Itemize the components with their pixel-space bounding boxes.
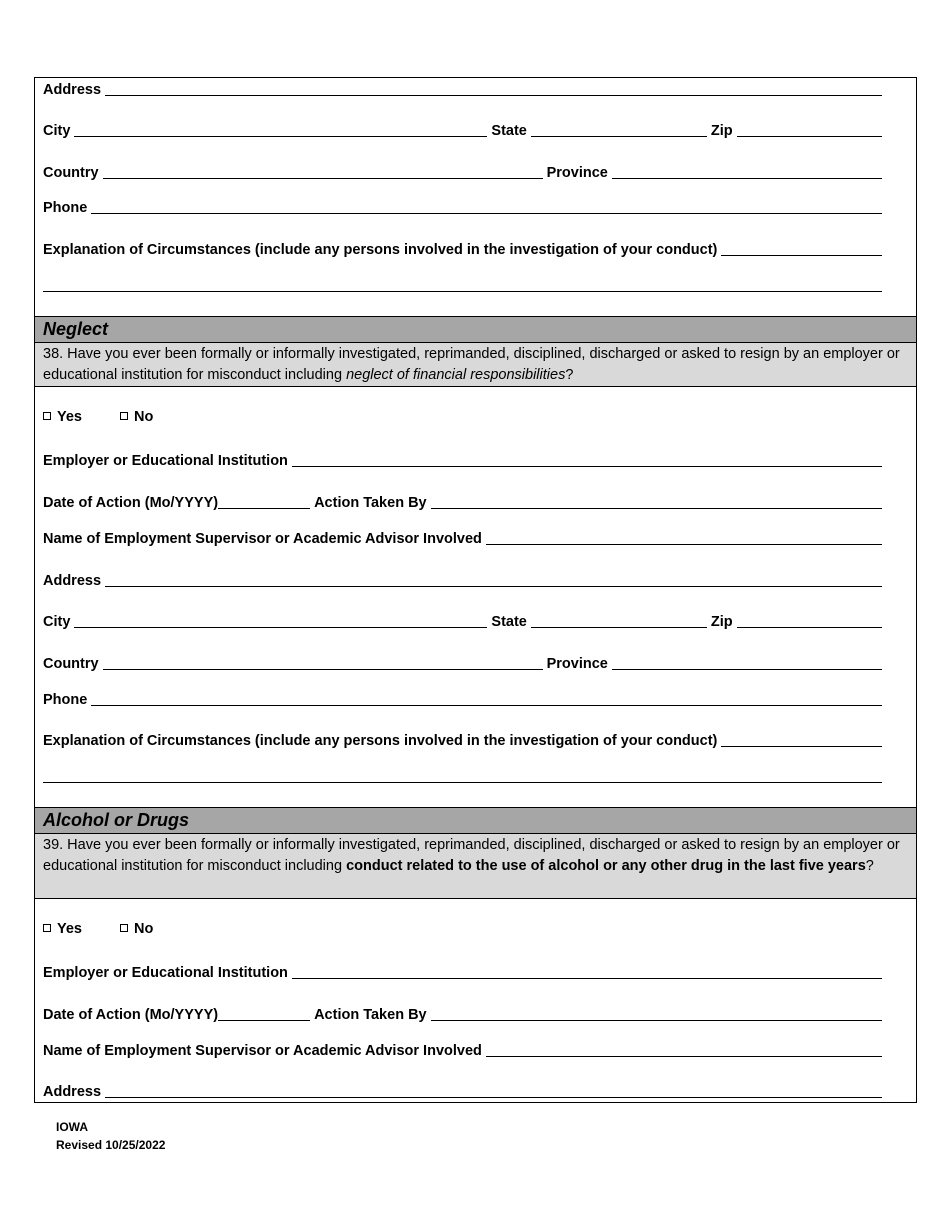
action-taken-by-label: Action Taken By [314,1007,427,1023]
date-of-action-field[interactable] [218,497,310,509]
country-label: Country [43,165,99,181]
footer-revised-date: Revised 10/25/2022 [56,1138,166,1152]
checkbox-icon[interactable] [120,412,128,420]
explanation-field[interactable] [721,735,882,747]
city-label: City [43,123,71,139]
address-row [43,79,882,99]
phone-label: Phone [43,692,88,708]
checkbox-icon[interactable] [43,924,51,932]
supervisor-field[interactable] [486,1045,882,1057]
zip-label: Zip [710,614,733,630]
question-38 [35,343,916,387]
phone-label: Phone [43,200,88,216]
question-39 [35,834,916,899]
state-label: State [491,614,527,630]
phone-row [43,197,882,217]
date-of-action-label: Date of Action (Mo/YYYY) [43,495,219,511]
no-label: No [134,921,154,937]
yes-no-group-38 [43,409,153,425]
zip-field[interactable] [737,616,882,628]
state-field[interactable] [531,616,707,628]
zip-field[interactable] [737,125,882,137]
zip-label: Zip [710,123,733,139]
country-field[interactable] [103,658,543,670]
employer-field[interactable] [292,455,882,467]
city-field[interactable] [74,616,487,628]
question-39-text: 39. Have you ever been formally or informally investigated, reprimanded, disciplined, discharged or asked to resign by an employer or educational institution for misconduct including [43,837,900,874]
question-38-text: 38. Have you ever been formally or informally investigated, reprimanded, disciplined, discharged or asked to resign by an employer or educational institution for misconduct including [43,346,900,383]
question-38-emphasis: neglect of financial responsibilities [346,367,566,383]
page-footer [56,1118,165,1154]
employer-label: Employer or Educational Institution [43,453,288,469]
checkbox-icon[interactable] [43,412,51,420]
employer-row [43,450,882,470]
question-39-emphasis: conduct related to the use of alcohol or any other drug in the last five years [346,858,866,874]
address-label: Address [43,82,102,98]
footer-state: IOWA [56,1120,88,1134]
no-option[interactable] [120,921,153,937]
employer-label: Employer or Educational Institution [43,965,288,981]
country-province-row [43,653,882,673]
yes-label: Yes [57,921,82,937]
state-label: State [491,123,527,139]
country-label: Country [43,656,99,672]
date-action-row [43,1004,882,1024]
explanation-row [43,239,882,259]
action-taken-by-field[interactable] [431,1009,882,1021]
yes-option[interactable] [43,921,82,937]
employer-field[interactable] [292,967,882,979]
province-label: Province [546,165,608,181]
explanation-row [43,730,882,750]
action-taken-by-label: Action Taken By [314,495,427,511]
phone-field[interactable] [91,202,882,214]
city-field[interactable] [74,125,487,137]
explanation-label: Explanation of Circumstances (include any persons involved in the investigation of your conduct) [43,242,718,258]
yes-option[interactable] [43,409,82,425]
supervisor-label: Name of Employment Supervisor or Academic Advisor Involved [43,1043,482,1059]
employer-row [43,962,882,982]
address-label: Address [43,573,102,589]
city-label: City [43,614,71,630]
province-field[interactable] [612,658,882,670]
section-heading-alcohol-drugs: Alcohol or Drugs [35,807,916,834]
supervisor-row [43,1040,882,1060]
yes-label: Yes [57,409,82,425]
province-label: Province [546,656,608,672]
date-action-row [43,492,882,512]
supervisor-row [43,528,882,548]
address-label: Address [43,1084,102,1100]
city-state-zip-row [43,120,882,140]
no-option[interactable] [120,409,153,425]
address-field[interactable] [105,1086,882,1098]
address-row [43,1081,882,1101]
country-field[interactable] [103,167,543,179]
phone-row [43,689,882,709]
supervisor-field[interactable] [486,533,882,545]
city-state-zip-row [43,611,882,631]
country-province-row [43,162,882,182]
form-frame [34,77,917,1103]
explanation-field[interactable] [721,244,882,256]
address-row [43,570,882,590]
question-38-suffix: ? [565,367,574,383]
address-field[interactable] [105,575,882,587]
province-field[interactable] [612,167,882,179]
no-label: No [134,409,154,425]
explanation-label: Explanation of Circumstances (include any persons involved in the investigation of your conduct) [43,733,718,749]
phone-field[interactable] [91,694,882,706]
question-39-suffix: ? [865,858,874,874]
explanation-line-2[interactable] [43,291,882,292]
checkbox-icon[interactable] [120,924,128,932]
supervisor-label: Name of Employment Supervisor or Academic Advisor Involved [43,531,482,547]
date-of-action-field[interactable] [218,1009,310,1021]
section-heading-neglect: Neglect [35,316,916,343]
action-taken-by-field[interactable] [431,497,882,509]
address-field[interactable] [105,84,882,96]
state-field[interactable] [531,125,707,137]
yes-no-group-39 [43,921,153,937]
explanation-line-2[interactable] [43,782,882,783]
date-of-action-label: Date of Action (Mo/YYYY) [43,1007,219,1023]
